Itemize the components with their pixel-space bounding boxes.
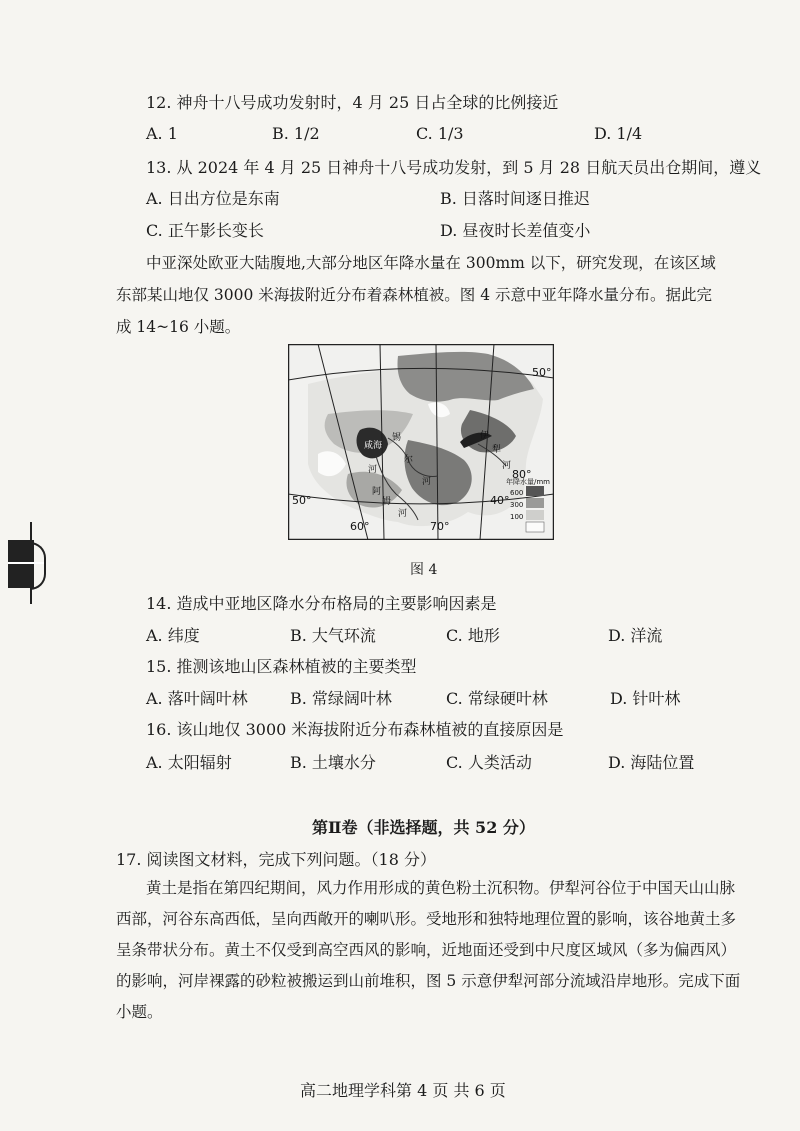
legend-title: 年降水量/mm [506,478,550,486]
label-lat-50-top: 50° [532,366,552,379]
question-14: 14. 造成中亚地区降水分布格局的主要影响因素是 [146,594,497,613]
question-13: 13. 从 2024 年 4 月 25 日神舟十八号成功发射，到 5 月 28 日航天员出仓期间，遵义 [146,158,762,177]
question-16: 16. 该山地仅 3000 米海拔附近分布森林植被的直接原因是 [146,720,564,739]
legend-box-600 [526,486,544,496]
binder-bar [8,562,44,564]
q15-option-c: C. 常绿硬叶林 [446,689,548,708]
q14-option-d: D. 洋流 [608,626,663,645]
label-ili-2: 犁 [492,445,502,455]
legend-box-300 [526,498,544,508]
question-15: 15. 推测该地山区森林植被的主要类型 [146,657,417,676]
figure-4-map [288,344,554,540]
q12-option-b: B. 1/2 [272,124,320,143]
label-lon-80: 80° [512,468,532,481]
label-lon-70: 70° [430,520,450,533]
label-lon-60: 60° [350,520,370,533]
label-ili-1: 伊 [480,431,490,441]
legend-100: 100 [510,513,524,521]
label-syr-2: 尔 [404,455,414,465]
legend-600: 600 [510,489,524,497]
q16-option-d: D. 海陆位置 [608,753,695,772]
q13-option-c: C. 正午影长变长 [146,221,264,240]
q15-option-a: A. 落叶阔叶林 [146,689,248,708]
q13-option-a: A. 日出方位是东南 [146,189,280,208]
label-amu-2: 阿 [372,487,382,497]
legend-300: 300 [510,501,524,509]
intro-line-2: 东部某山地仅 3000 米海拔附近分布着森林植被。图 4 示意中亚年降水量分布。据此完 [116,286,713,304]
label-amu-4: 河 [398,509,408,519]
label-aral-sea: 咸海 [364,441,383,451]
q14-option-c: C. 地形 [446,626,500,645]
q14-option-b: B. 大气环流 [290,626,376,645]
page-footer: 高二地理学科第 4 页 共 6 页 [300,1081,506,1100]
label-syr-1: 锡 [392,433,402,443]
label-amu-1: 河 [368,465,378,475]
intro-line-1: 中亚深处欧亚大陆腹地,大部分地区年降水量在 300mm 以下，研究发现，在该区域 [146,254,716,272]
legend-box-0 [526,522,544,532]
label-ili-3: 河 [502,461,512,471]
label-amu-3: 姆 [382,497,392,507]
q13-option-b: B. 日落时间逐日推迟 [440,189,590,208]
q17-paragraph: 黄土是指在第四纪期间，风力作用形成的黄色粉土沉积物。伊犁河谷位于中国天山山脉西部，河谷东高西低，呈向西敞开的喇叭形。受地形和独特地理位置的影响，该谷地黄土多呈条带状分布。黄土不仅受到高空西风的影响，近地面还受到中尺度区域风（多为偏西风）的影响，河岸裸露的砂粒被搬运到山前堆积，图 5 示意伊犁河部分流域沿岸地形。完成下面小题。 [116,879,741,1021]
binder-ring [30,542,46,590]
q16-option-c: C. 人类活动 [446,753,532,772]
q14-option-a: A. 纬度 [146,626,200,645]
label-lat-40: 40° [490,494,510,507]
label-syr-3: 河 [422,477,432,487]
label-lon-50: 50° [292,494,312,507]
q13-option-d: D. 昼夜时长差值变小 [440,221,591,240]
q16-option-a: A. 太阳辐射 [146,753,232,772]
section-2-title: 第Ⅱ卷（非选择题，共 52 分） [312,818,535,837]
figure-4-caption: 图 4 [410,562,438,578]
q12-option-d: D. 1/4 [594,124,643,143]
legend-box-100 [526,510,544,520]
question-12: 12. 神舟十八号成功发射时，4 月 25 日占全球的比例接近 [146,93,559,112]
q15-option-d: D. 针叶林 [610,689,681,708]
q15-option-b: B. 常绿阔叶林 [290,689,392,708]
q16-option-b: B. 土壤水分 [290,753,376,772]
intro-line-3: 成 14~16 小题。 [116,318,241,336]
q12-option-c: C. 1/3 [416,124,464,143]
q12-option-a: A. 1 [146,124,178,143]
question-17: 17. 阅读图文材料，完成下列问题。（18 分） [116,850,436,869]
